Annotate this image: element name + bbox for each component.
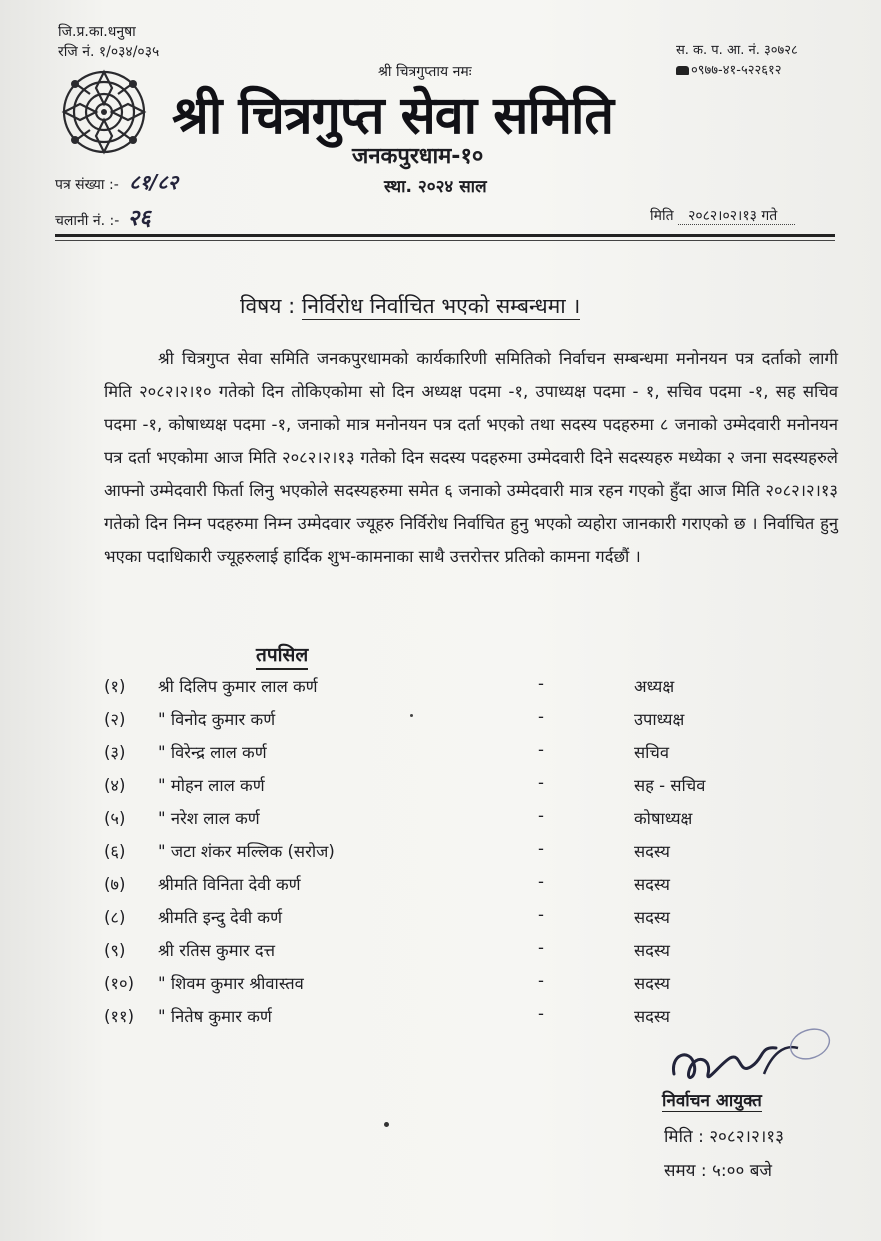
- letter-number-value: ८१/८२: [129, 170, 179, 194]
- member-name: " मोहन लाल कर्ण: [158, 776, 265, 795]
- member-name: श्रीमति इन्दु देवी कर्ण: [158, 908, 283, 927]
- organization-name: श्री चित्रगुप्त सेवा समिति: [172, 86, 614, 146]
- elected-list: [104, 670, 824, 1033]
- date-label: मिति: [650, 208, 674, 224]
- social-council-number: स. क. प. आ. नं. ३०७२८: [676, 43, 798, 58]
- subject-text: निर्विरोध निर्वाचित भएको सम्बन्धमा ।: [301, 294, 581, 318]
- member-post: सदस्य: [634, 974, 670, 993]
- list-item: [104, 769, 824, 802]
- list-item: [104, 736, 824, 769]
- separator-dash: -: [538, 905, 544, 924]
- member-name: " नितेष कुमार कर्ण: [158, 1007, 272, 1026]
- letter-date-field: [650, 206, 795, 225]
- district-office-text: जि.प्र.का.धनुषा: [58, 24, 136, 40]
- phone-icon: [676, 66, 689, 75]
- member-post: कोषाध्यक्ष: [634, 809, 693, 828]
- member-name: " नरेश लाल कर्ण: [158, 809, 260, 828]
- signature-date: मिति : २०८२।२।१३: [664, 1127, 784, 1147]
- member-name: " विनोद कुमार कर्ण: [158, 710, 276, 729]
- dispatch-number-value: २६: [127, 206, 151, 231]
- ink-speck: [384, 1122, 389, 1127]
- separator-dash: -: [538, 707, 544, 726]
- registration-number: रजि नं. १/०३४/०३५: [58, 44, 160, 60]
- letter-number-field: [55, 168, 178, 195]
- header-divider-thin: [55, 240, 835, 241]
- list-item: [104, 703, 824, 736]
- list-item: [104, 934, 824, 967]
- list-item: [104, 802, 824, 835]
- member-post: सदस्य: [634, 842, 670, 861]
- separator-dash: -: [538, 971, 544, 990]
- item-number: (५): [104, 809, 126, 828]
- dispatch-number-label: चलानी नं. :-: [55, 213, 120, 229]
- date-value: २०८२।०२।१३ गते: [678, 208, 795, 225]
- letter-body: [104, 342, 838, 573]
- member-post: अध्यक्ष: [634, 677, 675, 696]
- member-post: सदस्य: [634, 875, 670, 894]
- separator-dash: -: [538, 1004, 544, 1023]
- member-post: उपाध्यक्ष: [634, 710, 685, 729]
- item-number: (११): [104, 1007, 135, 1026]
- invocation-text: श्री चित्रगुप्ताय नमः: [378, 64, 472, 80]
- organization-logo-icon: [52, 64, 156, 160]
- member-name: श्री रतिस कुमार दत्त: [158, 941, 275, 960]
- item-number: (६): [104, 842, 126, 861]
- member-post: सदस्य: [634, 941, 670, 960]
- member-post: सदस्य: [634, 908, 670, 927]
- list-item: [104, 901, 824, 934]
- item-number: (१): [104, 677, 126, 696]
- member-name: " जटा शंकर मल्लिक (सरोज): [158, 842, 335, 861]
- established-year: स्था. २०२४ साल: [384, 177, 487, 197]
- letter-number-label: पत्र संख्या :-: [55, 177, 119, 193]
- separator-dash: -: [538, 839, 544, 858]
- list-item: [104, 868, 824, 901]
- member-post: सचिव: [634, 743, 670, 762]
- member-post: सदस्य: [634, 1007, 670, 1026]
- list-item: [104, 670, 824, 703]
- member-post: सह - सचिव: [634, 776, 706, 795]
- item-number: (२): [104, 710, 126, 729]
- separator-dash: -: [538, 872, 544, 891]
- signature-time: समय : ५:०० बजे: [664, 1161, 773, 1181]
- subject-label: विषय :: [240, 294, 296, 318]
- item-number: (८): [104, 908, 126, 927]
- phone-number: ०९७७-४१-५२२६१२: [691, 63, 782, 78]
- phone-number-line: [676, 60, 782, 78]
- item-number: (१०): [104, 974, 135, 993]
- item-number: (३): [104, 743, 126, 762]
- list-item: [104, 967, 824, 1000]
- member-name: श्री दिलिप कुमार लाल कर्ण: [158, 677, 318, 696]
- list-item: [104, 835, 824, 868]
- separator-dash: -: [538, 773, 544, 792]
- subject-line: [240, 292, 580, 320]
- separator-dash: -: [538, 938, 544, 957]
- city-address: जनकपुरधाम-१०: [352, 144, 484, 169]
- signatory-title: निर्वाचन आयुक्त: [662, 1088, 762, 1112]
- member-name: " शिवम कुमार श्रीवास्तव: [158, 974, 304, 993]
- item-number: (९): [104, 941, 126, 960]
- separator-dash: -: [538, 674, 544, 693]
- member-name: " विरेन्द्र लाल कर्ण: [158, 743, 267, 762]
- member-name: श्रीमति विनिता देवी कर्ण: [158, 875, 301, 894]
- separator-dash: -: [538, 806, 544, 825]
- body-paragraph: श्री चित्रगुप्त सेवा समिति जनकपुरधामको कार्यकारिणी समितिको निर्वाचन सम्बन्धमा मनोनयन पत्र दर्ताको लागी मिति २०८२।२।१० गतेको दिन तोकिएकोमा सो दिन अध्यक्ष पदमा -१, उपाध्यक्ष पदमा - १, सचिव पदमा -१, सह सचिव पदमा -१, कोषाध्यक्ष पदमा -१, जनाको मात्र मनोनयन पत्र दर्ता भएको तथा सदस्य पदहरुमा ८ जनाको उम्मेदवारी मनोनयन पत्र दर्ता भएकोमा आज मिति २०८२।२।१३ गतेको दिन सदस्य पदहरुमा उम्मेदवारी दिने सदस्यहरु मध्येका २ जना सदस्यहरुले आफ्नो उम्मेदवारी फिर्ता लिनु भएकोले सदस्यहरुमा समेत ६ जनाको उम्मेदवारी मात्र रहन गएको हुँदा आज मिति २०८२।२।१३ गतेको दिन निम्न पदहरुमा निम्न उम्मेदवार ज्यूहरु निर्विरोध निर्वाचित हुनु भएको व्यहोरा जानकारी गराएको छ । निर्वाचित हुनु भएका पदाधिकारी ज्यूहरुलाई हार्दिक शुभ-कामनाका साथै उत्तरोत्तर प्रतिको कामना गर्दछौं ।: [104, 349, 838, 566]
- ink-speck: [410, 714, 413, 717]
- item-number: (७): [104, 875, 126, 894]
- separator-dash: -: [538, 740, 544, 759]
- list-heading: तपसिल: [256, 641, 308, 670]
- item-number: (४): [104, 776, 126, 795]
- dispatch-number-field: [55, 202, 151, 232]
- header-divider: [55, 234, 835, 237]
